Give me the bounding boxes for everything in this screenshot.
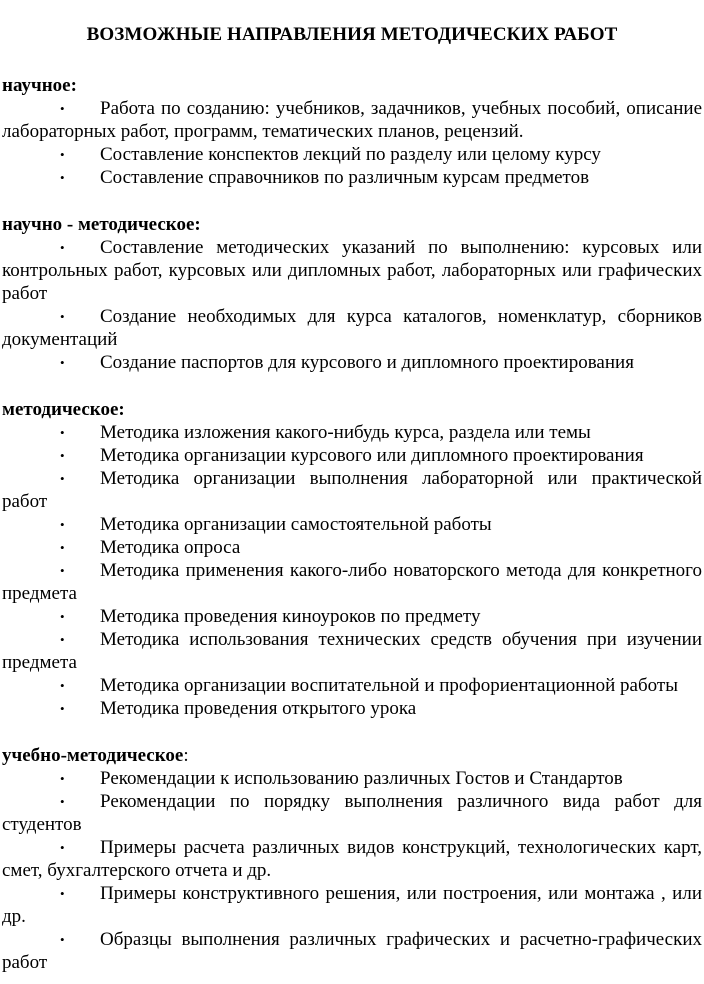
bullet-icon: • <box>60 563 65 578</box>
bullet-icon: • <box>60 632 65 647</box>
list-item: • Методика организации курсового или дипломного проектирования <box>60 445 644 466</box>
bullet-icon: • <box>60 147 65 162</box>
section-scientific <box>2 74 702 189</box>
list-item: • Составление конспектов лекций по разделу или целому курсу <box>60 144 601 165</box>
bullet-icon: • <box>60 540 65 555</box>
list-item: • Методика организации выполнения лабораторной или практической работ <box>2 468 702 512</box>
section-heading: научное: <box>2 75 77 96</box>
bullet-icon: • <box>60 886 65 901</box>
bullet-list <box>2 767 702 974</box>
list-item: • Образцы выполнения различных графических и расчетно-графических работ <box>2 929 702 973</box>
document-title: ВОЗМОЖНЫЕ НАПРАВЛЕНИЯ МЕТОДИЧЕСКИХ РАБОТ <box>86 24 618 45</box>
bullet-icon: • <box>60 517 65 532</box>
list-item: • Методика проведения открытого урока <box>60 698 417 719</box>
list-item: • Рекомендации к использованию различных Гостов и Стандартов <box>60 768 623 789</box>
list-item: • Методика проведения киноуроков по предмету <box>60 606 481 627</box>
list-item: • Методика использования технических средств обучения при изучении предмета <box>2 629 702 673</box>
bullet-icon: • <box>60 701 65 716</box>
list-item: • Методика изложения какого-нибудь курса, раздела или темы <box>60 422 591 443</box>
list-item: • Методика применения какого-либо новаторского метода для конкретного предмета <box>2 560 702 604</box>
bullet-icon: • <box>60 932 65 947</box>
bullet-icon: • <box>60 840 65 855</box>
bullet-icon: • <box>60 771 65 786</box>
list-item: • Составление справочников по различным курсам предметов <box>60 167 590 188</box>
bullet-icon: • <box>60 355 65 370</box>
section-scientific-methodical <box>2 213 702 374</box>
section-heading: методическое: <box>2 399 125 420</box>
list-item: • Примеры конструктивного решения, или построения, или монтажа , или др. <box>2 883 702 927</box>
bullet-list <box>2 236 702 374</box>
list-item: • Методика организации самостоятельной работы <box>60 514 492 535</box>
list-item: • Рекомендации по порядку выполнения различного вида работ для студентов <box>2 791 702 835</box>
bullet-icon: • <box>60 678 65 693</box>
section-heading: учебно-методическое: <box>2 745 189 766</box>
list-item: • Создание необходимых для курса каталогов, номенклатур, сборников документаций <box>2 306 702 350</box>
bullet-icon: • <box>60 309 65 324</box>
bullet-list <box>2 97 702 189</box>
section-heading: научно - методическое: <box>2 214 201 235</box>
list-item: • Методика опроса <box>60 537 241 558</box>
section-educational-methodical <box>2 744 702 974</box>
list-item: • Примеры расчета различных видов конструкций, технологических карт, смет, бухгалтерского отчета и др. <box>2 837 702 881</box>
list-item: • Составление методических указаний по выполнению: курсовых или контрольных работ, курсовых или дипломных работ, лабораторных или графических работ <box>2 237 702 304</box>
bullet-icon: • <box>60 609 65 624</box>
list-item: • Работа по созданию: учебников, задачников, учебных пособий, описание лабораторных работ, программ, тематических планов, рецензий. <box>2 98 702 142</box>
section-methodical <box>2 398 702 720</box>
bullet-icon: • <box>60 170 65 185</box>
bullet-icon: • <box>60 448 65 463</box>
heading-colon: : <box>183 745 189 766</box>
bullet-icon: • <box>60 240 65 255</box>
bullet-icon: • <box>60 425 65 440</box>
list-item: • Методика организации воспитательной и профориентационной работы <box>60 675 678 696</box>
bullet-icon: • <box>60 471 65 486</box>
list-item: • Создание паспортов для курсового и дипломного проектирования <box>60 352 634 373</box>
bullet-icon: • <box>60 101 65 116</box>
bullet-list <box>2 421 702 720</box>
bullet-icon: • <box>60 794 65 809</box>
